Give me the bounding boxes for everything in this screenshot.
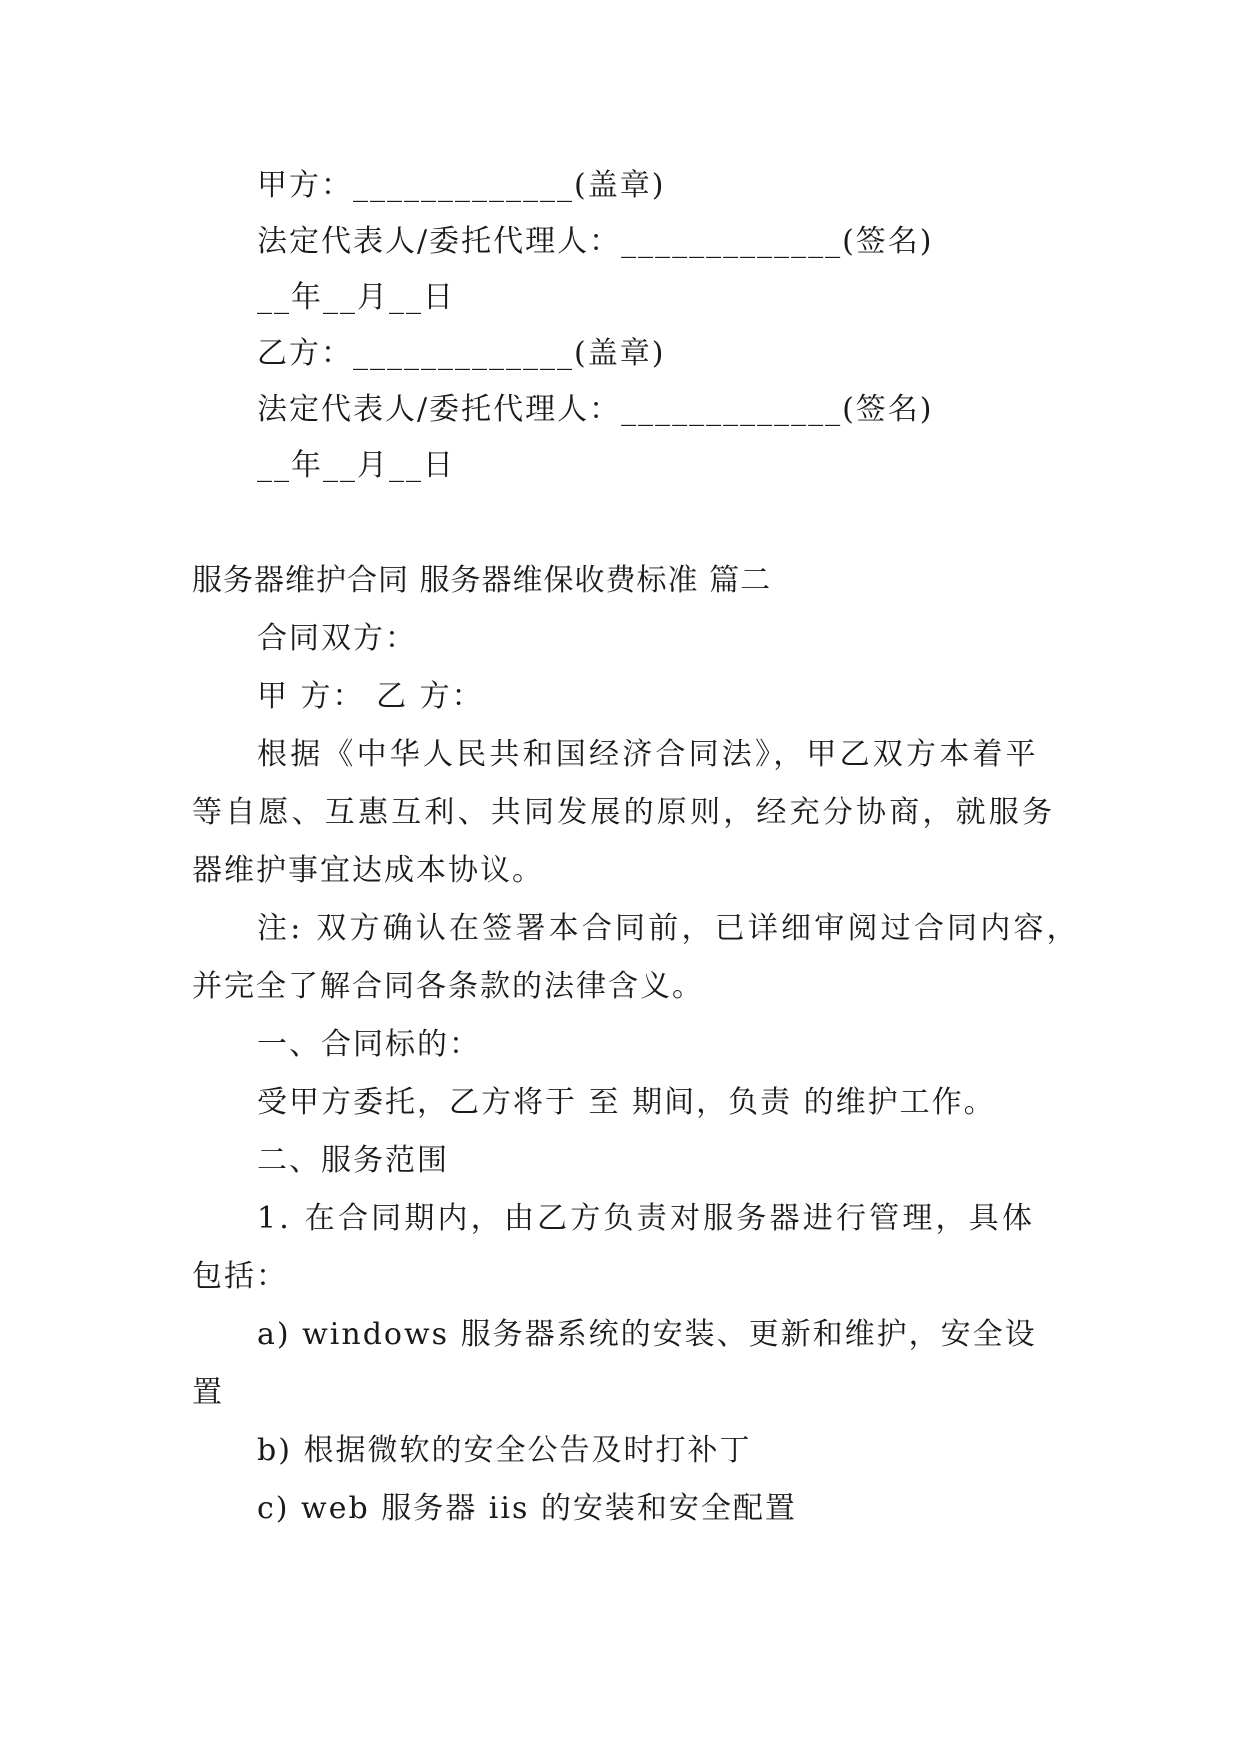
item-c-line: c) web 服务器 iis 的安装和安全配置 — [257, 1491, 797, 1526]
item-1-line-1: 1. 在合同期内，由乙方负责对服务器进行管理，具体 — [257, 1201, 1036, 1236]
item-a-line-1: a) windows 服务器系统的安装、更新和维护，安全设 — [257, 1317, 1037, 1352]
party-b-representative-line: 法定代表人/委托代理人：_____________(签名) — [257, 392, 934, 427]
item-a-line-2: 置 — [192, 1375, 224, 1410]
parties-line: 甲 方： 乙 方： — [257, 679, 484, 714]
clause-1-title: 一、合同标的： — [257, 1027, 481, 1062]
party-b-seal-line: 乙方：_____________(盖章) — [257, 336, 666, 371]
preamble-line-1: 根据《中华人民共和国经济合同法》，甲乙双方本着平 — [257, 737, 1039, 772]
note-line-1: 注: 双方确认在签署本合同前，已详细审阅过合同内容， — [257, 911, 1080, 946]
section-title: 服务器维护合同 服务器维保收费标准 篇二 — [192, 563, 772, 598]
clause-2-title: 二、服务范围 — [257, 1143, 449, 1178]
party-b-date-line: __年__月__日 — [257, 448, 455, 483]
clause-1-text: 受甲方委托，乙方将于 至 期间，负责 的维护工作。 — [257, 1085, 996, 1120]
note-line-2: 并完全了解合同各条款的法律含义。 — [192, 969, 704, 1004]
preamble-line-2: 等自愿、互惠互利、共同发展的原则，经充分协商，就服务 — [192, 795, 1056, 830]
item-b-line: b) 根据微软的安全公告及时打补丁 — [257, 1433, 752, 1468]
preamble-line-3: 器维护事宜达成本协议。 — [192, 853, 544, 888]
party-a-date-line: __年__月__日 — [257, 280, 455, 315]
parties-label: 合同双方： — [257, 621, 417, 656]
item-1-line-2: 包括： — [192, 1259, 288, 1294]
party-a-seal-line: 甲方：_____________(盖章) — [257, 168, 666, 203]
party-a-representative-line: 法定代表人/委托代理人：_____________(签名) — [257, 224, 934, 259]
